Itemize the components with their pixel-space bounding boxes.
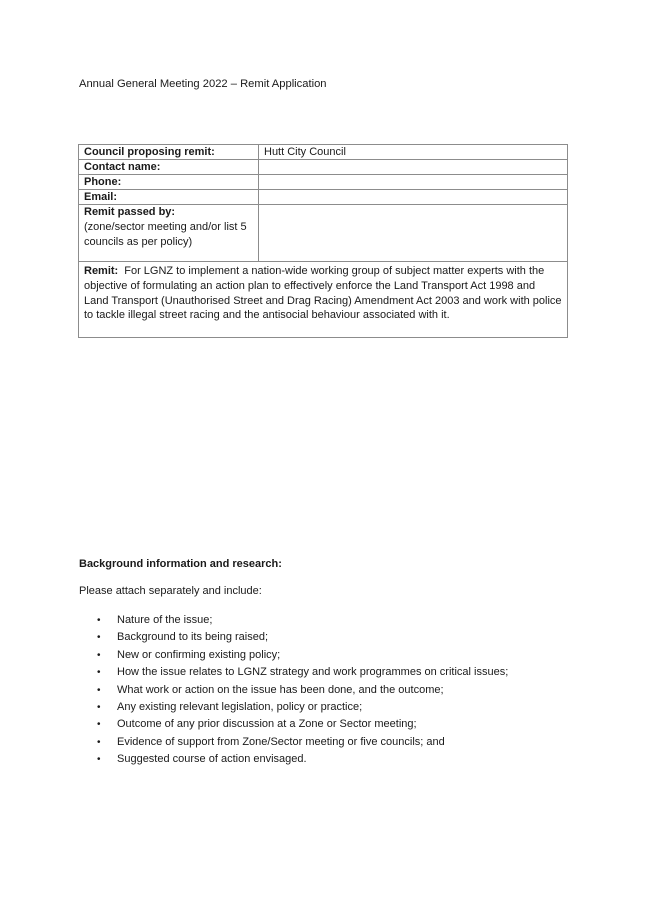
bullet-icon: • [97,719,101,731]
list-item: • New or confirming existing policy; [79,647,508,664]
council-label: Council proposing remit: [79,145,259,160]
list-item: • Evidence of support from Zone/Sector meeting or five councils; and [79,734,508,751]
email-value[interactable] [259,190,568,205]
remit-text: For LGNZ to implement a nation-wide working group of subject matter experts with the objective of formulating an action plan to effectively enforce the Land Transport Act 1998 and Land Transport (Unauthorised Street and Drag Racing) Amendment Act 2003 and work with police to tackle illegal street racing and the antisocial behaviour associated with it. [84,265,562,322]
bullet-icon: • [97,632,101,644]
remit-passed-label: Remit passed by: [84,206,176,218]
bullet-icon: • [97,684,101,696]
contact-row [79,160,568,175]
remit-label: Remit: [84,265,119,277]
bullet-icon: • [97,701,101,713]
bullet-icon: • [97,736,101,748]
council-value[interactable]: Hutt City Council [259,145,568,160]
list-item: • What work or action on the issue has been done, and the outcome; [79,682,508,699]
remit-form-table [78,144,568,338]
list-item: • Background to its being raised; [79,629,508,646]
phone-label: Phone: [79,175,259,190]
bullet-icon: • [97,649,101,661]
phone-row [79,175,568,190]
email-label: Email: [79,190,259,205]
background-heading: Background information and research: [79,558,282,570]
background-list [79,612,508,769]
list-item: • Any existing relevant legislation, policy or practice; [79,699,508,716]
list-item: • Outcome of any prior discussion at a Zone or Sector meeting; [79,716,508,733]
email-row [79,190,568,205]
background-intro: Please attach separately and include: [79,585,262,597]
bullet-icon: • [97,667,101,679]
remit-passed-value[interactable] [259,205,568,262]
phone-value[interactable] [259,175,568,190]
page-title: Annual General Meeting 2022 – Remit Application [79,78,327,90]
bullet-icon: • [97,754,101,766]
contact-value[interactable] [259,160,568,175]
remit-row [79,262,568,338]
remit-cell [79,262,568,338]
list-item: • Suggested course of action envisaged. [79,751,508,768]
contact-label: Contact name: [79,160,259,175]
remit-passed-label-cell [79,205,259,262]
list-item: • Nature of the issue; [79,612,508,629]
remit-passed-note: (zone/sector meeting and/or list 5 councils as per policy) [84,221,247,248]
bullet-icon: • [97,615,101,626]
remit-passed-row [79,205,568,262]
council-row [79,145,568,160]
list-item: • How the issue relates to LGNZ strategy and work programmes on critical issues; [79,664,508,681]
